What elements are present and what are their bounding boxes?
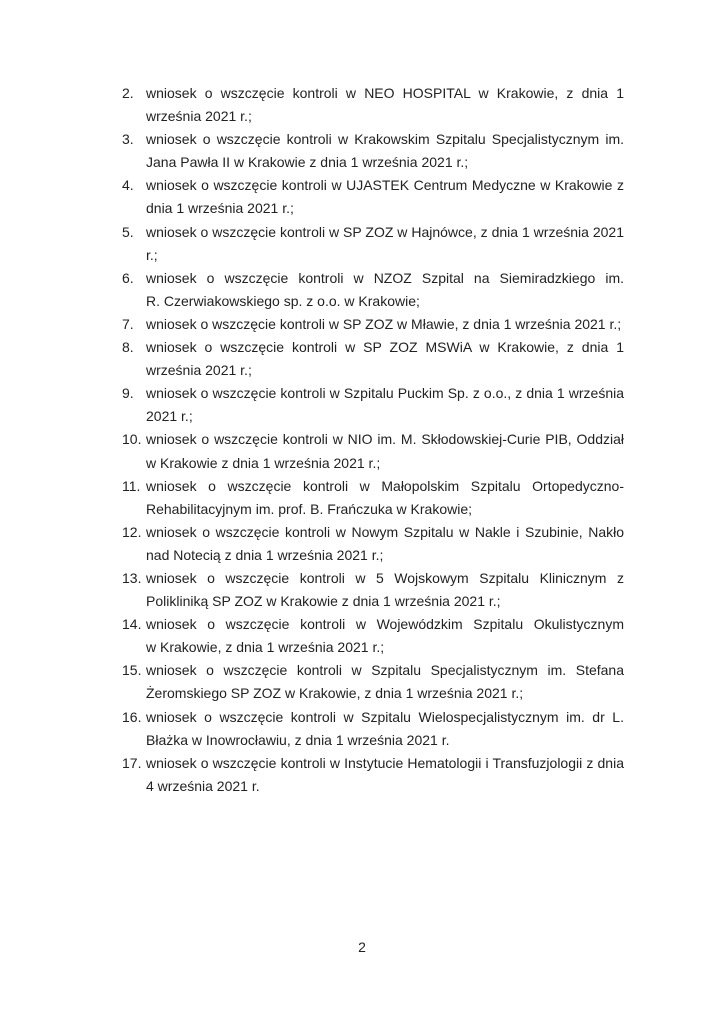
list-item [122,659,624,705]
list-item-text: wniosek o wszczęcie kontroli w NZOZ Szpital na Siemiradzkiego im. R. Czerwiakowskiego sp. z o.o. w Krakowie; [146,269,624,309]
list-item-number: 9. [122,385,134,402]
list-item-number: 15. [122,662,142,679]
list-item-number: 3. [122,131,134,148]
list-item-text: wniosek o wszczęcie kontroli w Szpitalu Wielospecjalistycznym im. dr L. Błażka w Inowrocławiu, z dnia 1 września 2021 r. [146,708,624,748]
list-item-text: wniosek o wszczęcie kontroli w SP ZOZ w Hajnówce, z dnia 1 września 2021 r.; [146,223,624,263]
list-item-text: wniosek o wszczęcie kontroli w Nowym Szpitalu w Nakle i Szubinie, Nakło nad Notecią z dnia 1 września 2021 r.; [146,523,624,563]
list-item-number: 11. [122,477,141,494]
list-item [122,336,624,382]
list-item-text: wniosek o wszczęcie kontroli w Szpitalu Specjalistycznym im. Stefana Żeromskiego SP ZOZ w Krakowie, z dnia 1 września 2021 r.; [146,662,624,702]
list-item-text: wniosek o wszczęcie kontroli w Małopolskim Szpitalu Ortopedyczno-Rehabilitacyjnym im. prof. B. Frańczuka w Krakowie; [146,477,624,517]
list-item-number: 6. [122,269,134,286]
control-request-list [122,82,624,798]
list-item-number: 13. [122,569,142,586]
page-footer [0,936,724,959]
list-item-number: 8. [122,339,134,356]
list-item [122,382,624,428]
page-number: 2 [358,939,366,955]
list-item [122,752,624,798]
list-item-number: 4. [122,177,134,194]
list-item [122,521,624,567]
list-item [122,221,624,267]
list-item-number: 16. [122,708,142,725]
list-item [122,428,624,474]
list-item-text: wniosek o wszczęcie kontroli w SP ZOZ w Mławie, z dnia 1 września 2021 r.; [146,315,622,332]
list-item [122,82,624,128]
list-item-text: wniosek o wszczęcie kontroli w Wojewódzkim Szpitalu Okulistycznym w Krakowie, z dnia 1 września 2021 r.; [146,616,624,656]
list-item-number: 10. [122,431,142,448]
list-item-text: wniosek o wszczęcie kontroli w SP ZOZ MSWiA w Krakowie, z dnia 1 września 2021 r.; [146,339,624,379]
list-item-number: 7. [122,315,134,332]
list-item-number: 17. [122,754,142,771]
list-item-text: wniosek o wszczęcie kontroli w UJASTEK Centrum Medyczne w Krakowie z dnia 1 września 2021 r.; [146,177,624,217]
list-item-number: 5. [122,223,134,240]
list-item-text: wniosek o wszczęcie kontroli w 5 Wojskowym Szpitalu Klinicznym z Polikliniką SP ZOZ w Krakowie z dnia 1 września 2021 r.; [146,569,624,610]
list-item-text: wniosek o wszczęcie kontroli w Instytucie Hematologii i Transfuzjologii z dnia 4 września 2021 r. [146,754,624,794]
list-item-text: wniosek o wszczęcie kontroli w Krakowskim Szpitalu Specjalistycznym im. Jana Pawła II w Krakowie z dnia 1 września 2021 r.; [146,131,624,171]
list-item [122,613,624,659]
list-item [122,313,624,336]
list-item [122,174,624,220]
list-item-number: 2. [122,85,134,101]
list-item [122,475,624,521]
list-item-number: 14. [122,616,142,633]
list-item-number: 12. [122,523,142,540]
list-item-text: wniosek o wszczęcie kontroli w NIO im. M. Skłodowskiej-Curie PIB, Oddział w Krakowie z dnia 1 września 2021 r.; [146,431,624,471]
list-item [122,567,624,613]
list-item-text: wniosek o wszczęcie kontroli w Szpitalu Puckim Sp. z o.o., z dnia 1 września 2021 r.; [146,385,624,425]
list-item [122,128,624,174]
list-item [122,706,624,752]
list-item-text: wniosek o wszczęcie kontroli w NEO HOSPITAL w Krakowie, z dnia 1 września 2021 r.; [146,85,624,125]
list-item [122,267,624,313]
